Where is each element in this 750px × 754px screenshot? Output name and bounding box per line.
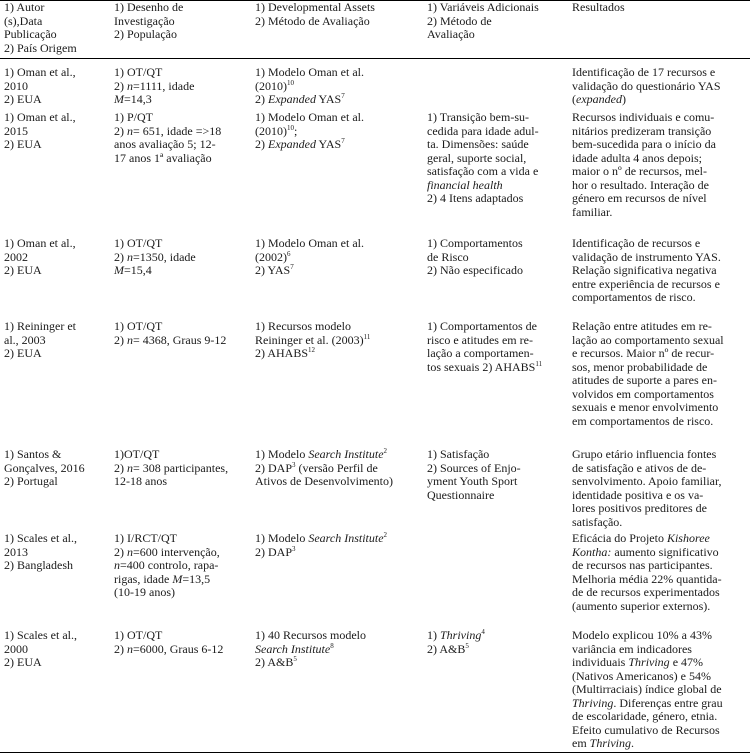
table-row-3-design: 1) OT/QT 2) n=1350, idade M=15,4	[114, 236, 196, 277]
table-row-4-authors: 1) Reininger et al., 2003 2) EUA	[4, 319, 76, 360]
table-row-7-assets: 1) 40 Recursos modelo Search Institute$^8$ 2) $A\&B^5$	[255, 628, 366, 669]
table-row-3-assets: 1) Modelo Oman et al. $(2002)^6$ 2) YAS$^7$	[255, 236, 364, 277]
header-bottom-rule	[0, 58, 750, 59]
table-row-3-authors: 1) Oman et al., 2002 2) EUA	[4, 236, 76, 277]
header-authors: 1) Autor (s),Data Publicação 2) País Origem	[4, 0, 77, 55]
header-design: 1) Desenho de Investigação 2) População	[114, 0, 184, 41]
header-results: Resultados	[572, 0, 625, 14]
table-row-2-variables: 1) Transição bem-su- cedida para idade adul- ta. Dimensões: saúde geral, suporte social, satisfação com a vida e financial health 2) 4 Itens adaptados	[427, 110, 539, 205]
table-row-3-results: Identificação de recursos e validação de instrumento YAS. Relação significativa negativa entre experiência de recursos e comportamentos de risco.	[572, 236, 721, 304]
table-row-7-variables: 1) Thriving$^4$ 2) $A\&B^5$	[427, 628, 485, 656]
table-row-4-results: Relação entre atitudes em re- lação ao comportamento sexual e recursos. Maior nº de recur- sos, menor probabilidade de atitudes de suporte a pares en- volvidos em comportamentos sexuais e menor envolvimento em comportamentos de risco.	[572, 319, 724, 428]
table-row-1-authors: 1) Oman et al., 2010 2) EUA	[4, 65, 76, 106]
header-variables: 1) Variáveis Adicionais 2) Método de Avaliação	[427, 0, 539, 41]
table-row-7-design: 1) OT/QT 2) n=6000, Graus 6-12	[114, 628, 224, 656]
table-row-1-assets: 1) Modelo Oman et al. $(2010)^{10}$ 2) Expanded YAS$^7$	[255, 65, 364, 106]
header-assets: 1) Developmental Assets 2) Método de Avaliação	[255, 0, 375, 28]
table-row-5-authors: 1) Santos & Gonçalves, 2016 2) Portugal	[4, 447, 85, 488]
table-row-6-results: Eficácia do Projeto Kishoree Kontha: aumento significativo de recursos nas participantes. Melhoria média 22% quantida- de de recursos experimentados (aumento superior externos).	[572, 531, 722, 613]
table-row-7-authors: 1) Scales et al., 2000 2) EUA	[4, 628, 77, 669]
table-row-7-results: Modelo explicou 10% a 43% variância em indicadores individuais Thriving e 47% (Nativos Americanos) e 54% (Multirraciais) índice global de Thriving. Diferenças entre grau de escolaridade, género, etnia. Efeito cumulativo de Recursos em Thriving.	[572, 628, 723, 750]
table-row-3-variables: 1) Comportamentos de Risco 2) Não especificado	[427, 236, 523, 277]
table-row-6-authors: 1) Scales et al., 2013 2) Bangladesh	[4, 531, 77, 572]
table-row-5-results: Grupo etário influencia fontes de satisfação e ativos de de- senvolvimento. Apoio familiar, identidade positiva e os va- lores positivos preditores de satisfação.	[572, 447, 722, 529]
table-row-4-design: 1) OT/QT 2) n= 4368, Graus 9-12	[114, 319, 227, 347]
table-row-4-assets: 1) Recursos modelo Reininger et al. $(2003)^{11}$ 2) AHABS$^{12}$	[255, 319, 371, 360]
table-bottom-rule	[0, 752, 750, 753]
table-row-6-design: 1) I/RCT/QT 2) n=600 intervenção, n=400 controlo, rapa- rigas, idade M=13,5 (10-19 anos)	[114, 531, 220, 599]
table-row-6-assets: 1) Modelo Search Institute$^2$ 2) DAP$^3$	[255, 531, 388, 559]
table-row-4-variables: 1) Comportamentos de risco e atitudes em re- lação a comportamen- tos sexuais 2) AHABS$^{11}$	[427, 319, 543, 374]
table-row-5-assets: 1) Modelo Search Institute$^2$ 2) DAP$^3$ (versão Perfil de Ativos de Desenvolvimento)	[255, 447, 393, 488]
table-row-1-results: Identificação de 17 recursos e validação do questionário YAS (expanded)	[572, 65, 721, 106]
table-row-2-design: 1) P/QT 2) n= 651, idade =>18 anos avaliação 5; 12- 17 anos 1ª avaliação	[114, 110, 222, 165]
table-row-5-variables: 1) Satisfação 2) Sources of Enjo- yment Youth Sport Questionnaire	[427, 447, 521, 502]
table-row-2-assets: 1) Modelo Oman et al. $(2010)^{10}$; 2) Expanded YAS$^7$	[255, 110, 364, 151]
table-row-1-design: 1) OT/QT 2) n=1111, idade M=14,3	[114, 65, 195, 106]
table-row-2-results: Recursos individuais e comu- nitários predizeram transição bem-sucedida para o início da idade adulta 4 anos depois; maior o nº de recursos, mel- hor o resultado. Interação de género em recursos de nível familiar.	[572, 110, 716, 219]
table-row-2-authors: 1) Oman et al., 2015 2) EUA	[4, 110, 76, 151]
table-row-5-design: 1)OT/QT 2) n= 308 participantes, 12-18 anos	[114, 447, 229, 488]
